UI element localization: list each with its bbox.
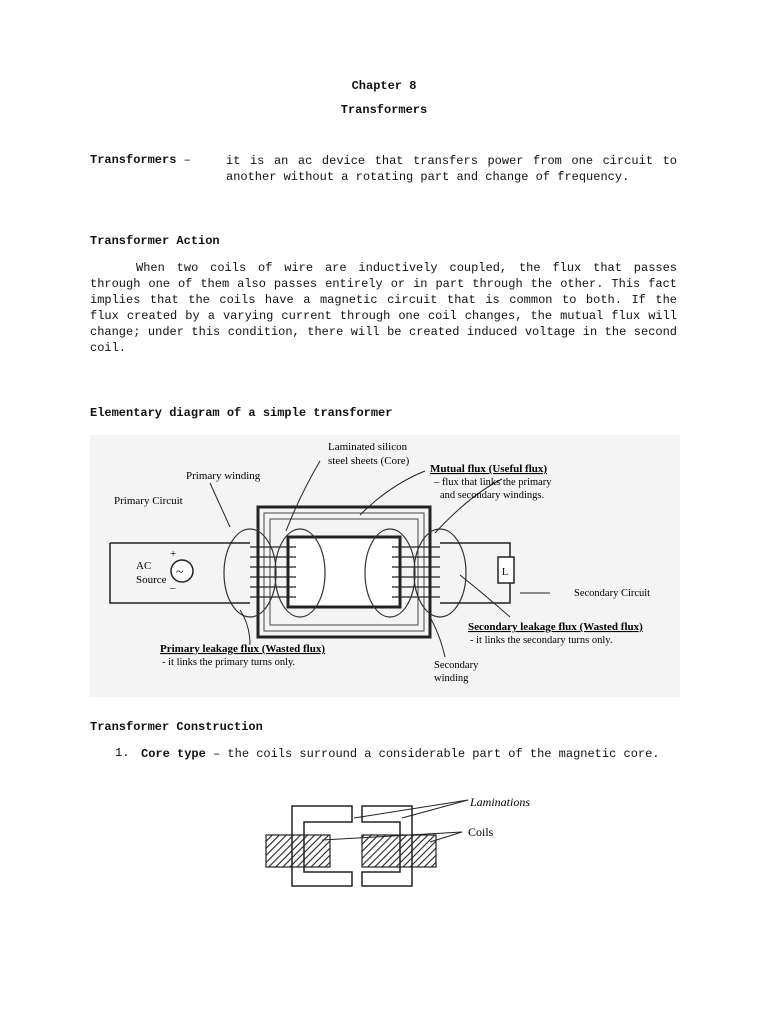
label-core-line1: Laminated silicon — [328, 441, 408, 453]
list-item-number: 1. — [115, 746, 130, 760]
label-laminations: Laminations — [470, 795, 531, 809]
coil-right — [362, 835, 436, 867]
section-heading-action: Transformer Action — [90, 234, 220, 248]
label-secondary-leakage-desc: - it links the secondary turns only. — [470, 635, 613, 646]
label-primary-leakage-desc: - it links the primary turns only. — [162, 657, 296, 668]
label-primary-winding: Primary winding — [186, 470, 261, 482]
page-title: Transformers — [340, 103, 428, 117]
label-core-line2: steel sheets (Core) — [328, 455, 410, 467]
svg-text:–: – — [170, 582, 176, 594]
label-mutual-desc1: – flux that links the primary — [434, 477, 552, 488]
definition-text: it is an ac device that transfers power from one circuit to another without a rotating part and change of frequency. — [226, 154, 677, 184]
definition-dash: – — [176, 153, 191, 167]
label-secondary-winding-line1: Secondary — [434, 660, 479, 671]
core-type-dash: – — [205, 747, 228, 761]
core-type-diagram — [262, 788, 562, 898]
core-type-term: Core type — [141, 747, 206, 761]
label-coils: Coils — [468, 825, 494, 839]
label-mutual-flux: Mutual flux (Useful flux) — [430, 463, 548, 475]
list-item-core-type — [141, 746, 677, 762]
label-ac-line1: AC — [136, 560, 152, 572]
core-window — [288, 537, 400, 607]
label-secondary-leakage: Secondary leakage flux (Wasted flux) — [468, 621, 643, 633]
chapter-number: Chapter 8 — [351, 79, 417, 93]
transformer-diagram — [90, 435, 680, 697]
svg-text:+: + — [170, 548, 177, 560]
label-ac-line2: Source — [136, 574, 167, 586]
coil-left — [266, 835, 330, 867]
section-heading-diagram: Elementary diagram of a simple transformer — [90, 406, 393, 420]
definition-term — [90, 153, 191, 167]
core-type-text: the coils surround a considerable part of the magnetic core. — [227, 747, 660, 761]
label-load: L — [502, 567, 509, 578]
svg-text:~: ~ — [176, 565, 184, 580]
definition-term-text: Transformers — [90, 153, 177, 167]
label-secondary-winding-line2: winding — [434, 673, 469, 684]
label-mutual-desc2: and secondary windings. — [440, 490, 545, 501]
label-primary-leakage: Primary leakage flux (Wasted flux) — [160, 643, 325, 655]
action-paragraph: When two coils of wire are inductively coupled, the flux that passes through one of them also passes entirely or in part through the other. This fact implies that the coils have a magnetic circuit that is common to both. If the flux created by a varying current through one coil changes, the mutual flux will change; under this condition, there will be created induced voltage in the second coil. — [90, 261, 677, 355]
label-primary-circuit: Primary Circuit — [114, 495, 183, 507]
label-secondary-circuit: Secondary Circuit — [574, 588, 651, 599]
section-heading-construction: Transformer Construction — [90, 720, 263, 734]
